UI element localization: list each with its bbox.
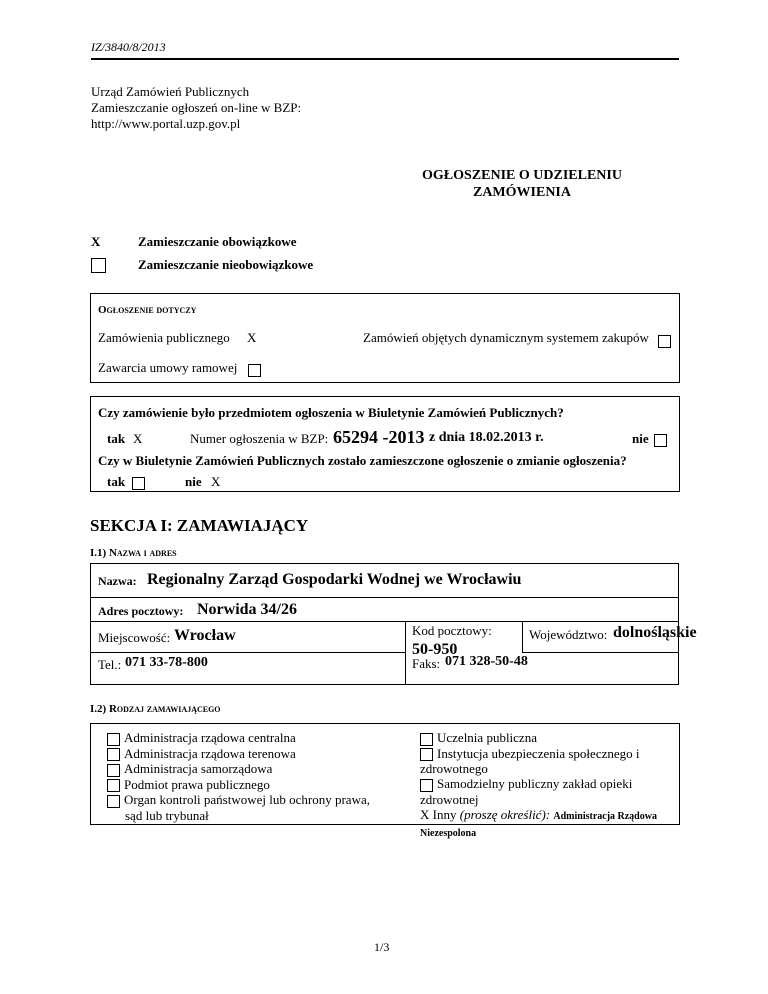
other-label: Inny — [432, 806, 457, 822]
option-row[interactable] — [420, 730, 679, 746]
option-row[interactable] — [420, 776, 679, 807]
option-label: Samodzielny publiczny zakład opieki zdrowotnej — [420, 776, 633, 807]
fax-value: 071 328-50-48 — [445, 654, 528, 669]
option-checkbox[interactable] — [420, 779, 433, 792]
mandatory-mark: X — [91, 234, 101, 249]
notice-concerns-heading: Ogłoszenie dotyczy — [98, 304, 197, 316]
address-value: Norwida 34/26 — [197, 601, 297, 618]
option-label: Organ kontroli państwowej lub ochrony prawa, — [124, 792, 370, 808]
option-row[interactable] — [420, 746, 679, 777]
option-checkbox[interactable] — [107, 795, 120, 808]
other-mark: X — [420, 806, 430, 822]
document-title — [400, 167, 644, 201]
tel-value: 071 33-78-800 — [125, 655, 208, 670]
option-row[interactable] — [107, 730, 370, 746]
document-reference: IZ/3840/8/2013 — [91, 40, 166, 54]
name-value: Regionalny Zarząd Gospodarki Wodnej we Wrocławiu — [147, 571, 522, 588]
bzp-yes-label: tak — [107, 431, 126, 446]
framework-checkbox[interactable] — [248, 364, 261, 377]
other-option-row — [420, 807, 679, 841]
option-row[interactable] — [107, 746, 370, 762]
address-label: Adres pocztowy: — [98, 604, 184, 618]
bzp-date: z dnia 18.02.2013 r. — [429, 430, 544, 445]
option-label: Instytucja ubezpieczenia społecznego i zdrowotnego — [420, 745, 640, 777]
framework-label: Zawarcia umowy ramowej — [98, 360, 238, 375]
optional-label: Zamieszczanie nieobowiązkowe — [138, 257, 314, 272]
section-heading: SEKCJA I: ZAMAWIAJĄCY — [90, 516, 309, 535]
bzp-yes-mark: X — [133, 431, 143, 446]
option-label: Administracja rządowa terenowa — [124, 745, 296, 761]
tel-label: Tel.: — [98, 657, 122, 672]
bzp-number-label: Numer ogłoszenia w BZP: — [190, 431, 329, 446]
option-label: Administracja rządowa centralna — [124, 730, 296, 745]
voivodeship-label: Województwo: — [529, 627, 608, 642]
header-divider — [91, 58, 679, 60]
bzp-no-checkbox[interactable] — [654, 434, 667, 447]
entity-options-left — [107, 730, 370, 823]
page-number: 1/3 — [374, 940, 390, 954]
notice-concerns-box — [90, 293, 680, 383]
public-order-label: Zamówienia publicznego — [98, 330, 230, 345]
option-row[interactable] — [107, 761, 370, 777]
fax-label: Faks: — [412, 656, 441, 671]
title-line: ZAMÓWIENIA — [472, 185, 571, 200]
name-cell — [90, 563, 679, 598]
mandatory-label: Zamieszczanie obowiązkowe — [138, 234, 297, 249]
bzp-box — [90, 396, 680, 492]
issuer-line: Urząd Zamówień Publicznych — [91, 84, 250, 99]
option-label: Uczelnia publiczna — [437, 730, 537, 745]
public-order-mark: X — [247, 330, 257, 345]
bzp-change-no-label: nie — [185, 474, 202, 489]
bzp-question: Czy zamówienie było przedmiotem ogłoszenia w Biuletynie Zamówień Publicznych? — [98, 405, 564, 420]
optional-checkbox[interactable] — [91, 258, 106, 273]
dps-label: Zamówień objętych dynamicznym systemem zakupów — [363, 330, 649, 345]
tel-cell — [90, 652, 406, 685]
name-label: Nazwa: — [98, 574, 137, 588]
postal-cell — [405, 621, 523, 658]
title-line: OGŁOSZENIE O UDZIELENIU — [422, 168, 622, 183]
bzp-change-question: Czy w Biuletynie Zamówień Publicznych zostało zamieszczone ogłoszenie o zmianie ogłoszenia? — [98, 453, 627, 468]
bzp-number-value: 65294 -2013 — [333, 427, 425, 447]
city-label: Miejscowość: — [98, 630, 171, 645]
option-checkbox[interactable] — [420, 748, 433, 761]
option-checkbox[interactable] — [107, 779, 120, 792]
subsection-heading: I.1) Nazwa i adres — [90, 547, 177, 559]
other-value: Administracja Rządowa Niezespolona — [420, 810, 657, 839]
option-row[interactable] — [107, 792, 370, 808]
entity-type-box — [90, 723, 680, 839]
option-checkbox[interactable] — [107, 733, 120, 746]
city-cell — [90, 621, 406, 653]
dps-checkbox[interactable] — [658, 335, 671, 348]
option-checkbox[interactable] — [107, 748, 120, 761]
fax-cell — [405, 652, 679, 685]
entity-options-right — [420, 730, 679, 841]
option-continuation: sąd lub trybunał — [125, 807, 209, 823]
bzp-change-yes-label: tak — [107, 474, 126, 489]
issuer-block — [91, 84, 301, 132]
option-label: Administracja samorządowa — [124, 761, 273, 777]
other-hint: (proszę określić): — [459, 806, 551, 822]
bzp-no-label: nie — [632, 431, 649, 446]
issuer-url: http://www.portal.uzp.gov.pl — [91, 116, 241, 131]
issuer-line: Zamieszczanie ogłoszeń on-line w BZP: — [91, 100, 302, 115]
city-value: Wrocław — [174, 627, 236, 644]
option-checkbox[interactable] — [420, 733, 433, 746]
postal-value: 50-950 — [412, 641, 458, 658]
bzp-change-yes-checkbox[interactable] — [132, 477, 145, 490]
option-row[interactable] — [107, 777, 370, 793]
subsection-heading: I.2) Rodzaj zamawiającego — [90, 703, 221, 715]
voivodeship-cell — [522, 621, 697, 653]
voivodeship-value: dolnośląskie — [613, 624, 697, 641]
option-checkbox[interactable] — [107, 764, 120, 777]
postal-label: Kod pocztowy: — [412, 623, 492, 638]
option-label: Podmiot prawa publicznego — [124, 776, 270, 792]
address-cell — [90, 597, 679, 622]
bzp-change-no-mark: X — [211, 474, 221, 489]
